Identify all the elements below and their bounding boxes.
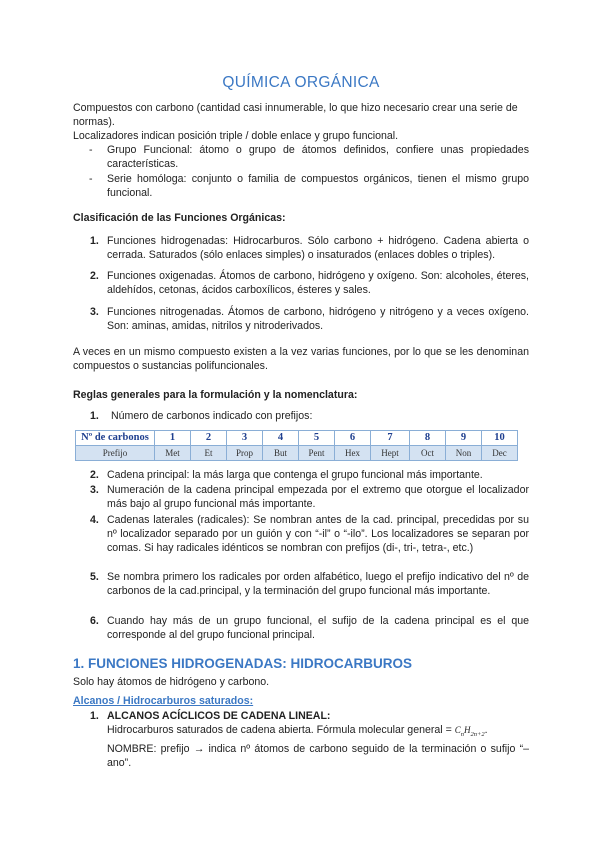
formula-subscript: 2n+2 xyxy=(470,730,485,738)
table-cell: 7 xyxy=(371,431,410,446)
table-cell: 4 xyxy=(263,431,299,446)
list-number: 1. xyxy=(90,235,99,247)
list-item xyxy=(90,709,529,770)
table-header-cell: Nº de carbonos xyxy=(76,431,155,446)
list-item xyxy=(90,409,529,423)
dash-marker: - xyxy=(89,144,93,156)
table-cell: 8 xyxy=(410,431,446,446)
list-text: Cadenas laterales (radicales): Se nombran antes de la cad. principal, precedidas por su nº localizador separado por un guión y con “-il” o “-ilo”. Los localizadores se separan por comas. Si hay radicales idénticos se nombran con prefijos (di-, tri-, tetra-, etc.) xyxy=(107,514,529,554)
list-item xyxy=(90,305,529,333)
alcanos-title: ALCANOS ACÍCLICOS DE CADENA LINEAL: xyxy=(107,710,331,722)
list-number: 1. xyxy=(90,410,99,422)
list-number: 5. xyxy=(90,571,99,583)
subheading-alcanos xyxy=(73,694,529,708)
table-cell: Hex xyxy=(335,446,371,461)
table-cell: 5 xyxy=(299,431,335,446)
table-cell: Oct xyxy=(410,446,446,461)
alcanos-link[interactable]: Alcanos / Hidrocarburos saturados: xyxy=(73,695,254,707)
table-cell: 9 xyxy=(446,431,482,446)
list-item xyxy=(90,269,529,297)
heading-reglas: Reglas generales para la formulación y la nomenclatura: xyxy=(73,389,358,401)
list-text: Funciones oxigenadas. Átomos de carbono, hidrógeno y oxígeno. Son: alcoholes, éteres, aldehídos, cetonas, ácidos carboxílicos, ésteres y sales. xyxy=(107,270,529,296)
table-cell: But xyxy=(263,446,299,461)
bullet-grupo-funcional xyxy=(89,143,529,171)
table-cell: Et xyxy=(191,446,227,461)
list-item xyxy=(90,570,529,598)
bullet-text: Serie homóloga: conjunto o familia de compuestos orgánicos, tienen el mismo grupo funcional. xyxy=(107,173,529,199)
table-cell: 10 xyxy=(482,431,518,446)
table-row-numbers xyxy=(76,431,518,446)
list-number: 4. xyxy=(90,514,99,526)
prefix-table xyxy=(75,430,518,461)
list-text: Se nombra primero los radicales por orden alfabético, luego el prefijo indicativo del nº de carbonos de la cad.principal, y la terminación del grupo funcional más importante. xyxy=(107,571,529,597)
table-row-prefixes xyxy=(76,446,518,461)
table-cell: Hept xyxy=(371,446,410,461)
list-text: Funciones hidrogenadas: Hidrocarburos. Sólo carbono + hidrógeno. Cadena abierta o cerrada. Saturados (sólo enlaces simples) o insaturados (enlaces dobles o triples). xyxy=(107,235,529,261)
list-item xyxy=(90,513,529,555)
formula-n: n xyxy=(460,730,464,738)
alcanos-formula-text: Hidrocarburos saturados de cadena abierta. Fórmula molecular general = xyxy=(107,724,452,736)
bullet-text: Grupo Funcional: átomo o grupo de átomos definidos, confiere unas propiedades características. xyxy=(107,144,529,170)
list-number: 2. xyxy=(90,270,99,282)
formula-c: C xyxy=(454,725,461,735)
formula-end: . xyxy=(484,724,488,736)
table-cell: 3 xyxy=(227,431,263,446)
table-cell: 2 xyxy=(191,431,227,446)
page-title: QUÍMICA ORGÁNICA xyxy=(222,74,380,91)
bullet-serie-homologa xyxy=(89,172,529,200)
table-cell: Pent xyxy=(299,446,335,461)
list-number: 2. xyxy=(90,469,99,481)
alcanos-nombre: NOMBRE: prefijo → indica nº átomos de carbono seguido de la terminación o sufijo “–ano”. xyxy=(107,742,529,769)
table-cell: Non xyxy=(446,446,482,461)
list-item xyxy=(90,483,529,511)
section-heading-hidrocarburos: 1. FUNCIONES HIDROGENADAS: HIDROCARBUROS xyxy=(73,656,413,671)
list-text: Funciones nitrogenadas. Átomos de carbono, hidrógeno y nitrógeno y a veces oxígeno. Son: aminas, amidas, nitrilos y nitroderivados. xyxy=(107,306,529,332)
table-cell: Prop xyxy=(227,446,263,461)
dash-marker: - xyxy=(89,173,93,185)
table-cell: 6 xyxy=(335,431,371,446)
list-text: Cadena principal: la más larga que contenga el grupo funcional más importante. xyxy=(107,469,483,481)
list-number: 3. xyxy=(90,306,99,318)
intro-paragraph-2: Localizadores indican posición triple / doble enlace y grupo funcional. xyxy=(73,130,399,142)
table-cell: Met xyxy=(155,446,191,461)
section-intro: Solo hay átomos de hidrógeno y carbono. xyxy=(73,676,270,688)
list-text: Número de carbonos indicado con prefijos: xyxy=(111,410,313,422)
table-cell: 1 xyxy=(155,431,191,446)
list-text: Cuando hay más de un grupo funcional, el sufijo de la cadena principal es el que corresponde al del grupo funcional principal. xyxy=(107,615,529,641)
list-number: 6. xyxy=(90,615,99,627)
table-cell: Dec xyxy=(482,446,518,461)
alcanos-description xyxy=(107,723,529,742)
list-text: Numeración de la cadena principal empezada por el extremo que otorgue el localizador más bajo al grupo funcional más importante. xyxy=(107,484,529,510)
formula-h: H xyxy=(464,725,471,735)
list-item xyxy=(90,234,529,262)
list-item xyxy=(90,614,529,642)
intro-paragraph-1: Compuestos con carbono (cantidad casi innumerable, lo que hizo necesario crear una serie de normas). xyxy=(73,102,518,128)
table-header-cell: Prefijo xyxy=(76,446,155,461)
list-number: 1. xyxy=(90,710,99,722)
general-formula xyxy=(454,725,485,738)
polifuncionales-note: A veces en un mismo compuesto existen a la vez varias funciones, por lo que se les denominan compuestos o sustancias polifuncionales. xyxy=(73,346,529,372)
heading-clasificacion: Clasificación de las Funciones Orgánicas: xyxy=(73,212,286,224)
list-item xyxy=(90,468,529,482)
list-number: 3. xyxy=(90,484,99,496)
